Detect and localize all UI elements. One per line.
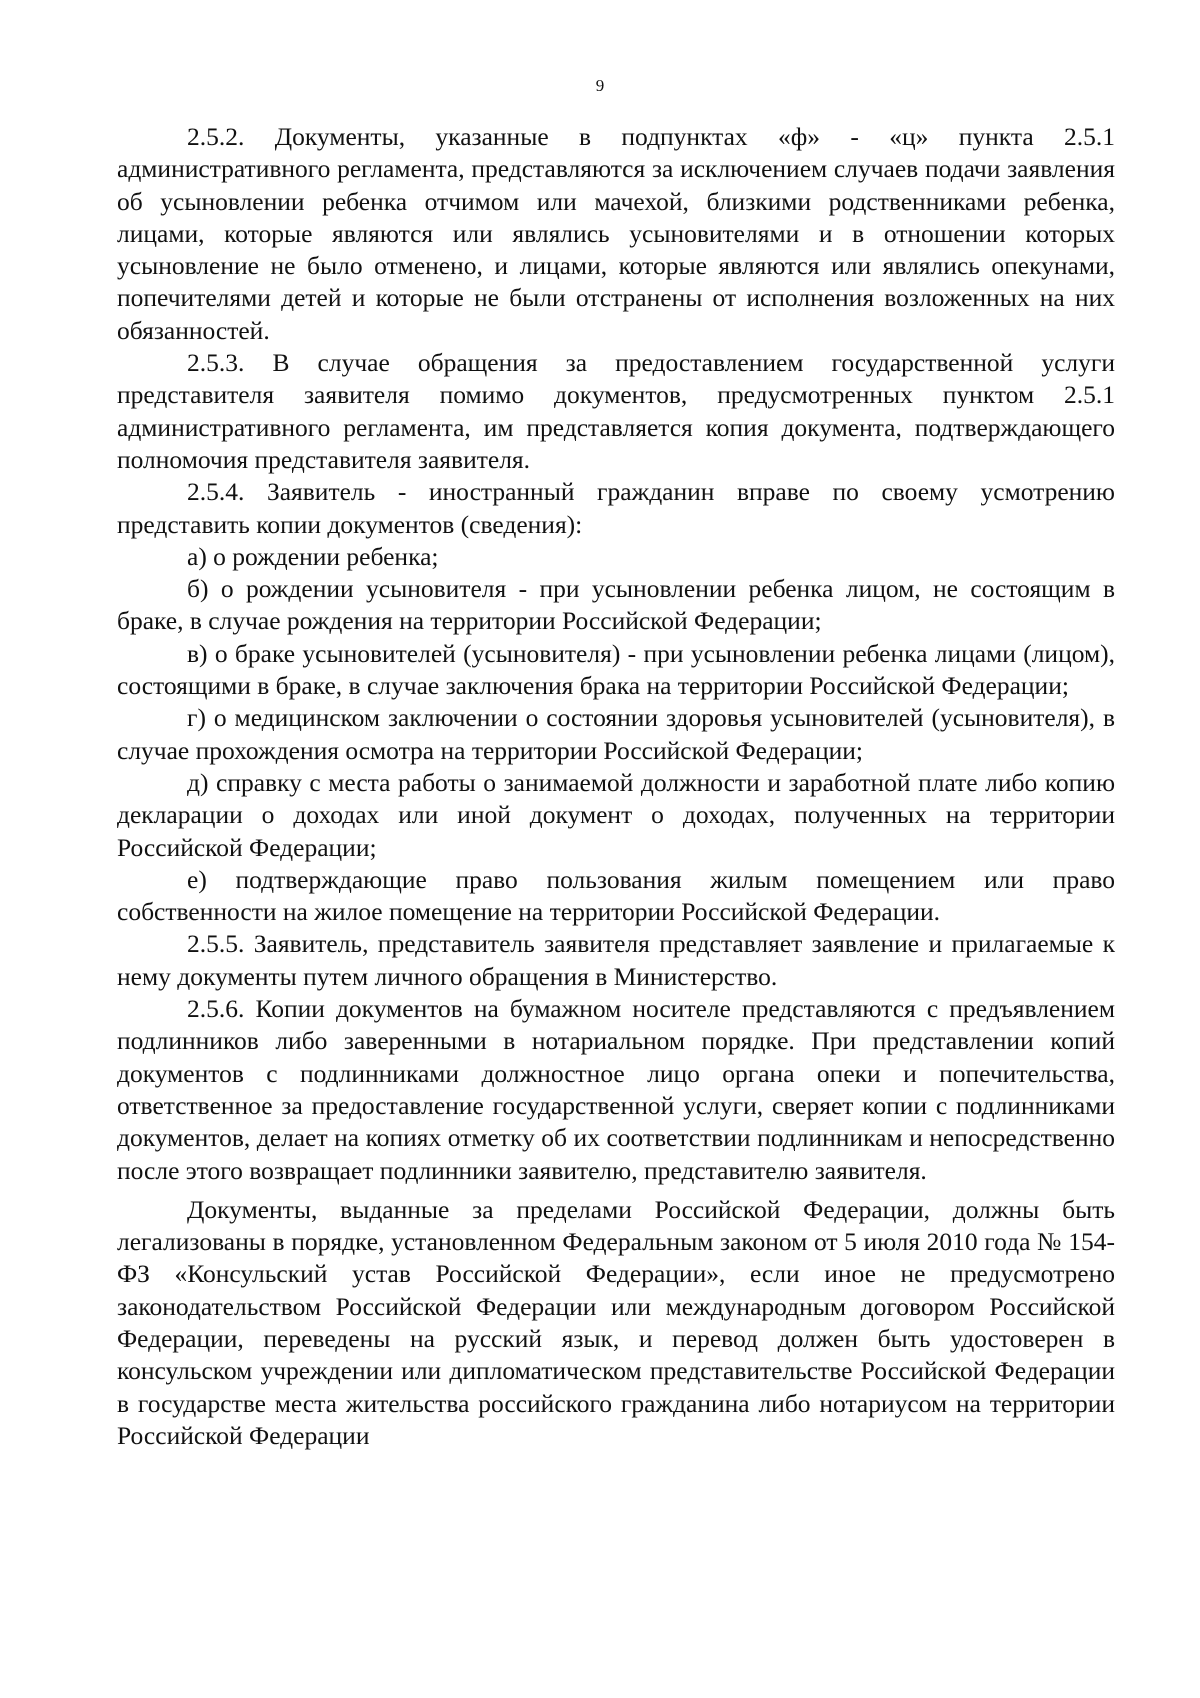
paragraph-2-5-5: 2.5.5. Заявитель, представитель заявителя представляет заявление и прилагаемые к нему документы путем личного обращения в Министерство. bbox=[117, 929, 1115, 991]
page-number: 9 bbox=[595, 76, 605, 95]
list-item-b: б) о рождении усыновителя - при усыновлении ребенка лицом, не состоящим в браке, в случае рождения на территории Российской Федерации; bbox=[117, 574, 1115, 636]
paragraph-2-5-6: 2.5.6. Копии документов на бумажном носителе представляются с предъявлением подлинников либо заверенными в нотариальном порядке. При представлении копий документов с подлинниками должностное лицо органа опеки и попечительства, ответственное за предоставление государственной услуги, сверяет копии с подлинниками документов, делает на копиях отметку об их соответствии подлинникам и непосредственно после этого возвращает подлинники заявителю, представителю заявителя. bbox=[117, 994, 1115, 1185]
list-item-e: е) подтверждающие право пользования жилым помещением или право собственности на жилое помещение на территории Российской Федерации. bbox=[117, 864, 1115, 927]
paragraph-foreign-documents: Документы, выданные за пределами Российской Федерации, должны быть легализованы в порядке, установленном Федеральным законом от 5 июля 2010 года № 154-ФЗ «Консульский устав Российской Федерации», если иное не предусмотрено законодательством Российской Федерации или международным договором Российской Федерации, переведены на русский язык, и перевод должен быть удостоверен в консульском учреждении или дипломатическом представительстве Российской Федерации в государстве места жительства российского гражданина либо нотариусом на территории Российской Федерации bbox=[117, 1194, 1115, 1450]
list-item-d: д) справку с места работы о занимаемой должности и заработной плате либо копию декларации о доходах или иной документ о доходах, полученных на территории Российской Федерации; bbox=[117, 767, 1115, 862]
paragraph-2-5-2: 2.5.2. Документы, указанные в подпунктах «ф» - «ц» пункта 2.5.1 административного регламента, представляются за исключением случаев подачи заявления об усыновлении ребенка отчимом или мачехой, близкими родственниками ребенка, лицами, которые являются или являлись усыновителями и в отношении которых усыновление не было отменено, и лицами, которые являются или являлись опекунами, попечителями детей и которые не были отстранены от исполнения возложенных на них обязанностей. bbox=[117, 122, 1115, 345]
paragraph-2-5-4: 2.5.4. Заявитель - иностранный гражданин вправе по своему усмотрению представить копии документов (сведения): bbox=[117, 477, 1115, 539]
paragraph-2-5-3: 2.5.3. В случае обращения за предоставлением государственной услуги представителя заявителя помимо документов, предусмотренных пунктом 2.5.1 административного регламента, им представляется копия документа, подтверждающего полномочия представителя заявителя. bbox=[117, 348, 1115, 474]
document-body bbox=[117, 121, 1115, 1452]
list-item-g: г) о медицинском заключении о состоянии здоровья усыновителей (усыновителя), в случае прохождения осмотра на территории Российской Федерации; bbox=[117, 703, 1115, 765]
list-item-v: в) о браке усыновителей (усыновителя) - при усыновлении ребенка лицами (лицом), состоящими в браке, в случае заключения брака на территории Российской Федерации; bbox=[117, 638, 1115, 701]
list-item-a: а) о рождении ребенка; bbox=[187, 541, 439, 571]
